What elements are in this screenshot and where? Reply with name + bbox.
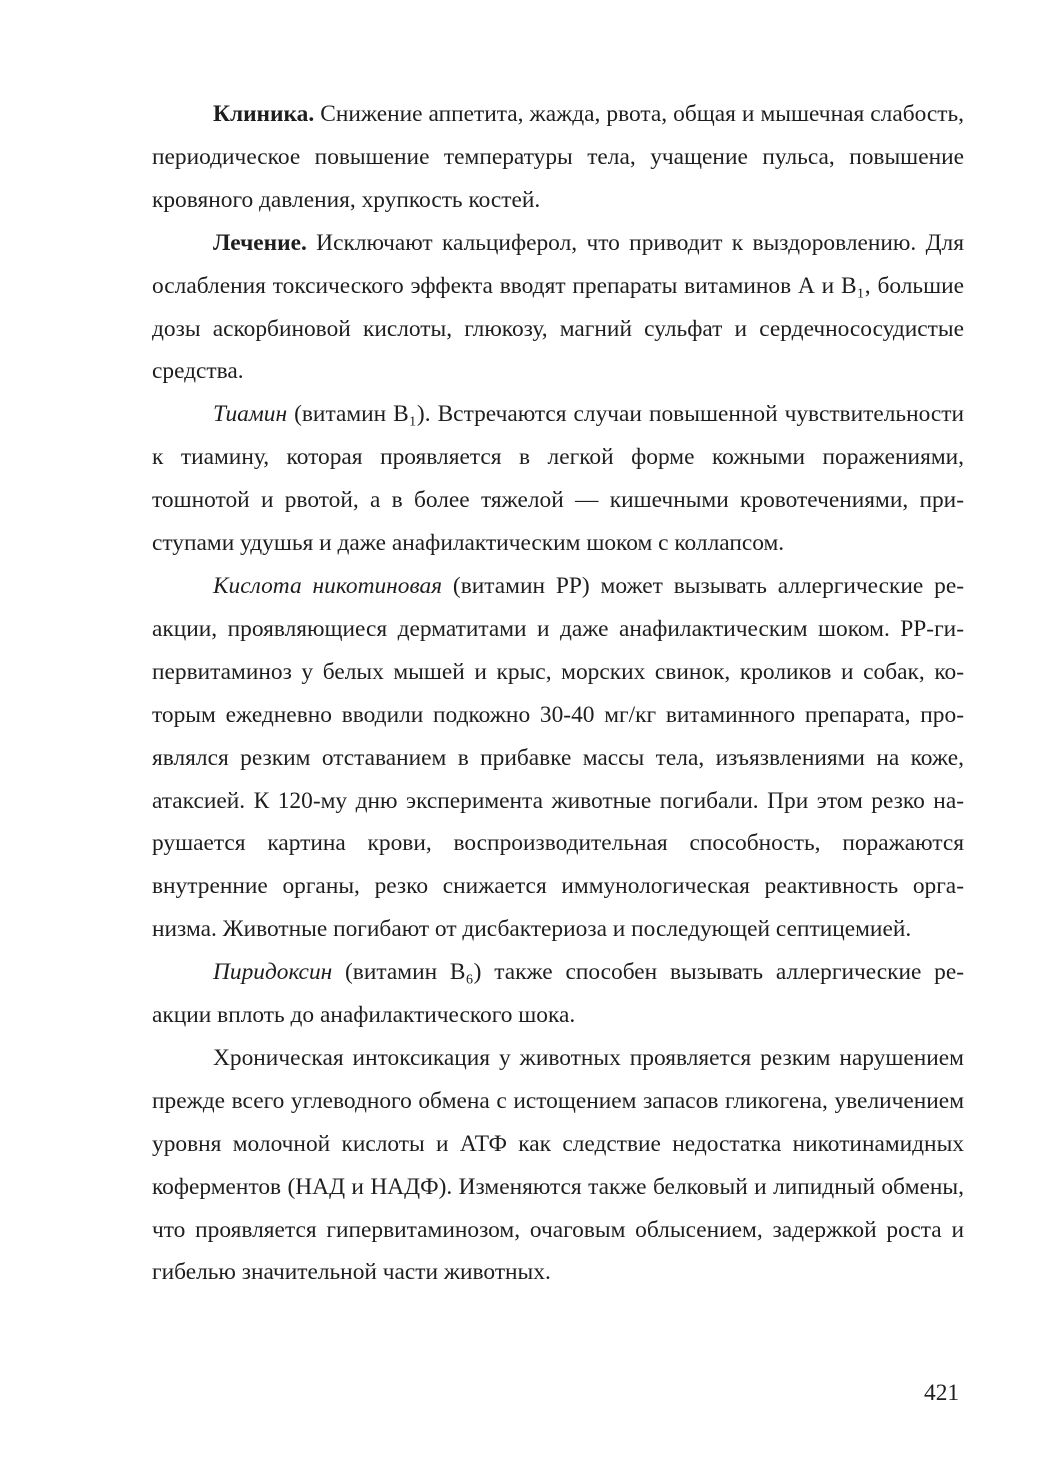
paragraph-thiamine (152, 393, 964, 565)
paragraph-treatment-text: Исключают кальциферол, что приводит к выздоровлению. Для ослабления токсического эффекта вводят препараты витаминов А и В₁, большие дозы аскорбиновой кислоты, глюкозу, магний сульфат и сердечнососудистые средства. (152, 229, 964, 385)
term-pyridoxine: Пиридоксин (213, 959, 333, 986)
paragraph-pyridoxine (152, 951, 964, 1037)
paragraph-thiamine-text: (витамин В₁). Встречаются случаи повышенной чувствительности к тиамину, которая проявляется в легкой форме кожными поражениями, тошнотой и рвотой, а в более тяжелой — кишечными кровотечениями, приступами удушья и даже анафилактическим шоком с коллапсом. (152, 401, 964, 557)
heading-treatment: Лечение. (213, 229, 307, 256)
paragraph-treatment (152, 222, 964, 394)
paragraph-chronic-text: Хроническая интоксикация у животных проявляется резким нарушением прежде всего углеводного обмена с истощением запасов гликогена, увеличением уровня молочной кислоты и АТФ как следствие недостатка никотинамидных коферментов (НАД и НАДФ). Изменяются также белковый и липидный обмены, что проявляется гипервитаминозом, очаговым облысением, задержкой роста и гибелью значительной части животных. (152, 1044, 964, 1286)
page-number: 421 (924, 1380, 960, 1406)
paragraph-niacin (152, 565, 964, 951)
heading-clinic: Клиника. (213, 101, 315, 127)
paragraph-chronic-intoxication (152, 1037, 964, 1294)
paragraph-niacin-text: (витамин РР) может вызывать аллергические реакции, проявляющиеся дерматитами и даже анафилактическим шоком. РР-гипервитаминоз у белых мышей и крыс, морских свинок, кроликов и собак, которым ежедневно вводили подкожно 30-40 мг/кг витаминного препарата, проявлялся резким отставанием в прибавке массы тела, изъязвлениями на коже, атаксией. К 120-му дню эксперимента животные погибали. При этом резко нарушается картина крови, воспроизводительная способность, поражаются внутренние органы, резко снижается иммунологическая реактивность организма. Животные погибают от дисбактериоза и последующей септицемией. (152, 572, 964, 943)
paragraph-clinic (152, 93, 964, 222)
paragraph-pyridoxine-text: (витамин В₆) также способен вызывать аллергические реакции вплоть до анафилактического шока. (152, 959, 964, 1029)
paragraph-clinic-text: Снижение аппетита, жажда, рвота, общая и мышечная слабость, периодическое повышение температуры тела, учащение пульса, повышение кровяного давления, хрупкость костей. (152, 101, 964, 213)
term-niacin: Кислота никотиновая (213, 572, 443, 599)
page-body (152, 93, 964, 1294)
term-thiamine: Тиамин (213, 401, 288, 428)
